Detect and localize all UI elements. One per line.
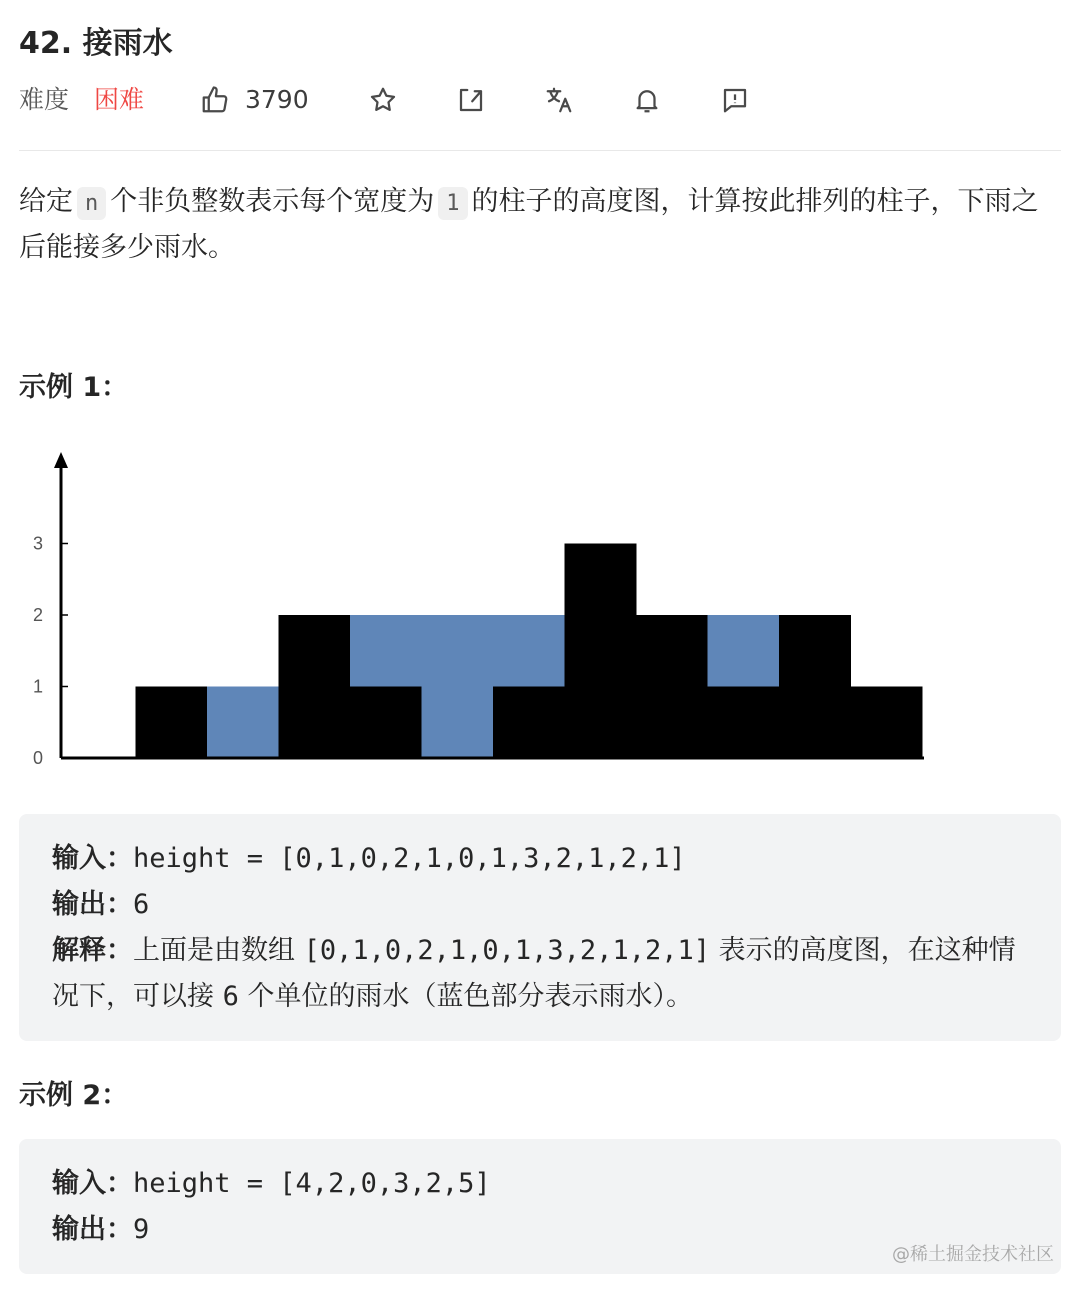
desc-text-3: 的柱子的高度图，计算按此排列的柱子，下雨之后能接多少雨水。 (19, 186, 1039, 263)
example-2-input (52, 1161, 1028, 1207)
explain-text-b: 表示的高度图，在这种情况下，可以接 (52, 935, 1016, 1012)
elevation-map-chart (0, 440, 940, 780)
water-bar (422, 615, 494, 758)
example-2-output (52, 1207, 1028, 1253)
height-bar (851, 687, 923, 759)
output-label: 输出： (52, 889, 133, 920)
feedback-icon[interactable] (720, 80, 750, 120)
y-tick-label: 1 (32, 676, 44, 697)
output-label: 输出： (52, 1214, 133, 1245)
water-bar (493, 615, 565, 687)
explain-label: 解释： (52, 935, 133, 966)
example-1-block (19, 814, 1061, 1041)
bell-icon[interactable] (632, 80, 662, 120)
height-bar (350, 687, 422, 759)
problem-description (19, 180, 1064, 270)
star-icon[interactable] (368, 80, 398, 120)
inline-code-n: n (77, 187, 106, 220)
height-bar (708, 687, 780, 759)
problem-meta-bar (19, 80, 1069, 120)
input-label: 输入： (52, 843, 133, 874)
translate-icon[interactable] (544, 80, 574, 120)
explain-array: [0,1,0,2,1,0,1,3,2,1,2,1] (303, 935, 710, 966)
height-bar (565, 544, 637, 759)
like-count: 3790 (245, 85, 309, 114)
water-bar (708, 615, 780, 687)
header-divider (19, 150, 1061, 151)
explain-text-a: 上面是由数组 (133, 935, 295, 966)
input-value: height = [4,2,0,3,2,5] (133, 1168, 491, 1199)
inline-code-1: 1 (438, 187, 467, 220)
y-tick-label: 2 (32, 605, 44, 625)
explain-count: 6 (222, 981, 239, 1012)
height-bar (779, 615, 851, 758)
y-tick-label: 3 (32, 533, 44, 554)
example-1-output (52, 882, 1028, 928)
desc-text-2: 个非负整数表示每个宽度为 (110, 186, 435, 217)
problem-title: 42. 接雨水 (19, 26, 173, 61)
explain-text-c: 个单位的雨水（蓝色部分表示雨水）。 (247, 981, 693, 1012)
output-value: 9 (133, 1214, 150, 1245)
desc-text-1: 给定 (19, 186, 73, 217)
water-bar (207, 687, 279, 759)
example-1-explanation (52, 928, 1028, 1020)
input-value: height = [0,1,0,2,1,0,1,3,2,1,2,1] (133, 843, 686, 874)
thumbs-up-icon[interactable] (200, 80, 230, 120)
height-bar (636, 615, 708, 758)
y-tick-label: 0 (32, 748, 44, 768)
input-label: 输入： (52, 1168, 133, 1199)
height-bar (136, 687, 208, 759)
example-1-heading: 示例 1： (19, 372, 129, 403)
difficulty-value: 困难 (94, 85, 145, 114)
y-axis-arrow (54, 452, 68, 468)
height-bar (279, 615, 351, 758)
watermark: @稀土掘金技术社区 (892, 1244, 1054, 1265)
water-bar (350, 615, 422, 687)
example-2-heading: 示例 2： (19, 1080, 129, 1111)
difficulty-label: 难度 (19, 85, 70, 114)
output-value: 6 (133, 889, 150, 920)
share-icon[interactable] (456, 80, 486, 120)
example-1-input (52, 836, 1028, 882)
height-bar (493, 687, 565, 759)
